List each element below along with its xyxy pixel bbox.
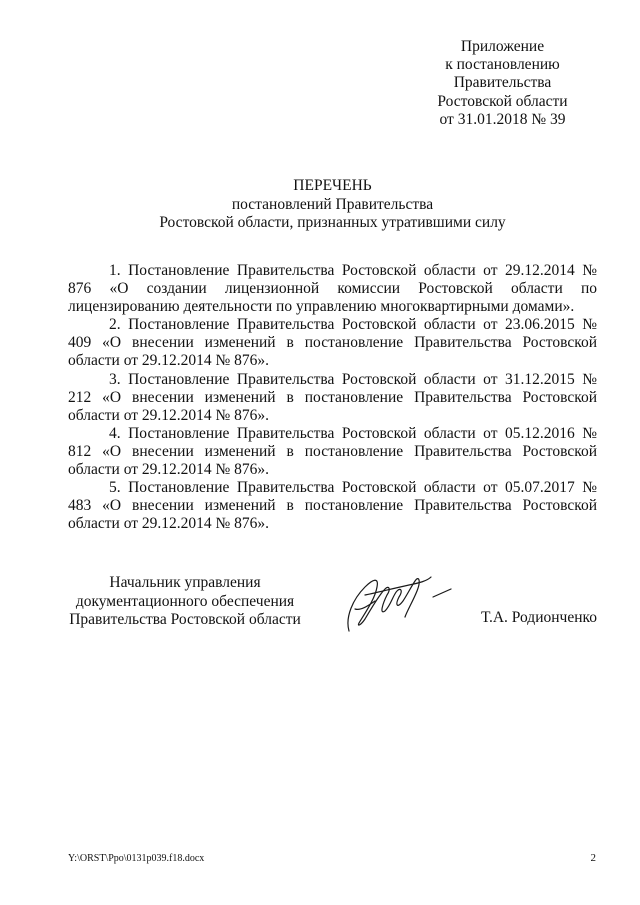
position-line: документационного обеспечения [75,592,295,610]
list-item: 4. Постановление Правительства Ростовской области от 05.12.2016 № 812 «О внесении изменений в постановление Правительства Ростовской области от 29.12.2014 № 876». [68,424,597,479]
position-line: Правительства Ростовской области [69,611,301,628]
list-item: 2. Постановление Правительства Ростовской области от 23.06.2015 № 409 «О внесении изменений в постановление Правительства Ростовской области от 29.12.2014 № 876». [68,316,597,370]
signatory-position [62,574,308,630]
title-heading: ПЕРЕЧЕНЬ [293,177,372,194]
appendix-line: Правительства [453,74,552,92]
signatory-name: Т.А. Родионченко [481,609,597,626]
decree-list [68,262,597,533]
list-item: 3. Постановление Правительства Ростовской области от 31.12.2015 № 212 «О внесении изменений в постановление Правительства Ростовской области от 29.12.2014 № 876». [68,370,597,424]
document-title [68,177,597,233]
appendix-line: Приложение [460,38,545,55]
list-item: 1. Постановление Правительства Ростовской области от 29.12.2014 № 876 «О создании лицензионной комиссии Ростовской области по лицензированию деятельности по управлению многоквартирными домами». [68,262,597,316]
appendix-line: к постановлению [445,56,560,74]
appendix-line: Ростовской области [437,92,568,110]
position-line: Начальник управления [109,574,261,591]
list-item: 5. Постановление Правительства Ростовской области от 05.07.2017 № 483 «О внесении изменений в постановление Правительства Ростовской области от 29.12.2014 № 876». [68,479,597,533]
file-path: Y:\ORST\Ppo\0131p039.f18.docx [68,853,205,864]
title-subtitle-line: постановлений Правительства [231,195,434,213]
appendix-block [410,38,595,129]
page-number: 2 [590,852,596,864]
title-subtitle-line: Ростовской области, признанных утратившими силу [159,214,506,231]
handwritten-signature [335,565,460,640]
appendix-line: от 31.01.2018 № 39 [439,110,566,128]
